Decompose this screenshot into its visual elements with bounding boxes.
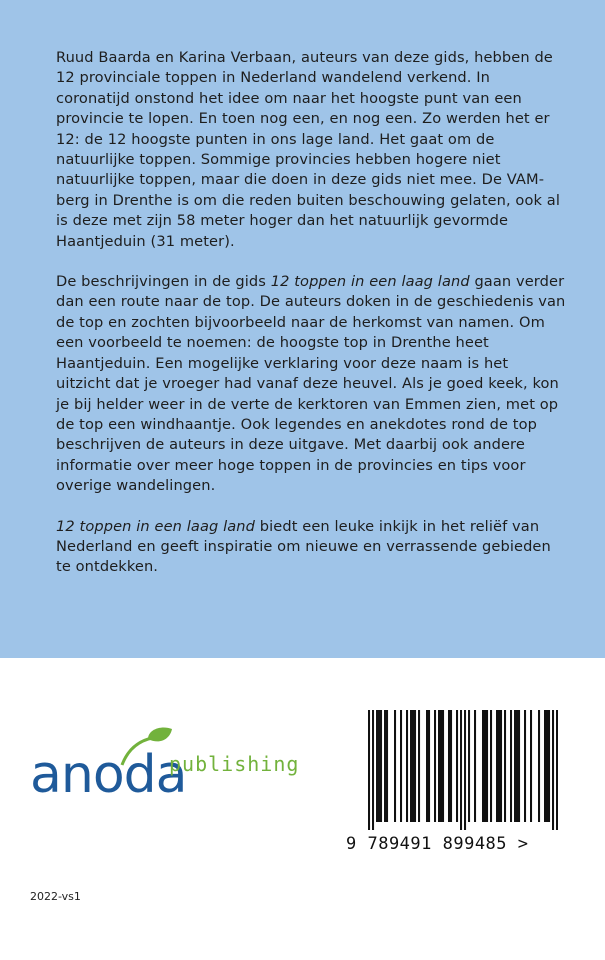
blurb-paragraph-3 [56, 517, 566, 578]
barcode-bar [440, 710, 442, 822]
barcode-bar [486, 710, 488, 822]
barcode-bar [546, 710, 548, 822]
barcode-bar [556, 710, 558, 830]
version-label: 2022-vs1 [30, 890, 81, 903]
barcode-bar [510, 710, 512, 822]
publisher-name: anoda [30, 745, 187, 805]
barcode-bar [524, 710, 526, 822]
blurb-p2-body: gaan verder dan een route naar de top. De auteurs doken in de geschiedenis van de top en zochten bijvoorbeeld naar de herkomst van namen. Om een voorbeeld te noemen: de hoogste top in Drenthe heet Haantjeduin. Een mogelijke verklaring voor deze naam is het uitzicht dat je vroeger had vanaf deze heuvel. Als je goed keek, kon je bij helder weer in de verte de kerktoren van Emmen zien, met op de top een windhaantje. Ook legendes en anekdotes rond de top beschrijven de auteurs in deze uitgave. Met daarbij ook andere informatie over meer hoge toppen in de provincies en tips voor overige wandelingen. [56, 273, 566, 495]
barcode-bar [394, 710, 396, 822]
barcode-bar [438, 710, 440, 822]
barcode-bar [468, 710, 470, 822]
barcode-bar [516, 710, 518, 822]
barcode-bar [418, 710, 420, 822]
barcode-bar [484, 710, 486, 822]
book-title-inline: 12 toppen in een laag land [270, 273, 470, 291]
barcode-bar [414, 710, 416, 822]
barcode-bar [386, 710, 388, 822]
barcode-bar [410, 710, 412, 822]
barcode-bar [368, 710, 370, 830]
blurb-p3-body: biedt een leuke inkijk in het reliëf van Nederland en geeft inspiratie om nieuwe en verrassende gebieden te ontdekken. [56, 517, 551, 576]
barcode-bar [442, 710, 444, 822]
barcode-bar [426, 710, 428, 822]
barcode-bar [552, 710, 554, 830]
barcode-bar [548, 710, 550, 822]
back-cover-blurb [56, 48, 566, 598]
barcode-bar [450, 710, 452, 822]
barcode-bar [500, 710, 502, 822]
barcode-bar [498, 710, 500, 822]
barcode-bar [380, 710, 382, 822]
barcode-bar [400, 710, 402, 822]
barcode-bar [372, 710, 374, 830]
barcode-bar [518, 710, 520, 822]
barcode-bar [482, 710, 484, 822]
barcode-bar [456, 710, 458, 822]
barcode-bar [428, 710, 430, 822]
barcode-bar [464, 710, 466, 830]
publisher-tagline: publishing [169, 752, 300, 776]
book-title-inline: 12 toppen in een laag land [56, 517, 255, 535]
barcode-bar [460, 710, 462, 830]
blurb-paragraph-1: Ruud Baarda en Karina Verbaan, auteurs van deze gids, hebben de 12 provinciale toppen in Nederland wandelend verkend. In coronatijd onstond het idee om naar het hoogste punt van een provincie te lopen. En toen nog een, en nog een. Zo werden het er 12: de 12 hoogste punten in ons lage land. Het gaat om de natuurlijke toppen. Sommige provincies hebben hogere niet natuurlijke toppen, maar die doen in deze gids niet mee. De VAM-berg in Drenthe is om die reden buiten beschouwing gelaten, ook al is deze met zijn 58 meter hoger dan het natuurlijk gevormde Haantjeduin (31 meter). [56, 49, 560, 250]
blurb-p2-intro: De beschrijvingen in de gids [56, 273, 271, 291]
barcode-bar [504, 710, 506, 822]
blurb-paragraph-2 [56, 272, 566, 496]
barcode-bar [544, 710, 546, 822]
barcode-bar [434, 710, 436, 822]
barcode-bar [496, 710, 498, 822]
barcode-bar [448, 710, 450, 822]
barcode-bar [412, 710, 414, 822]
barcode-bars [368, 710, 558, 830]
barcode-bar [514, 710, 516, 822]
barcode-bar [490, 710, 492, 822]
barcode-bar [406, 710, 408, 822]
isbn-barcode [340, 710, 565, 860]
barcode-bar [538, 710, 540, 822]
barcode-bar [376, 710, 378, 822]
barcode-bar [530, 710, 532, 822]
barcode-bar [474, 710, 476, 822]
publisher-logo [30, 725, 320, 835]
barcode-bar [384, 710, 386, 822]
barcode-bar [378, 710, 380, 822]
isbn-digits: 9 789491 899485 > [346, 834, 529, 854]
